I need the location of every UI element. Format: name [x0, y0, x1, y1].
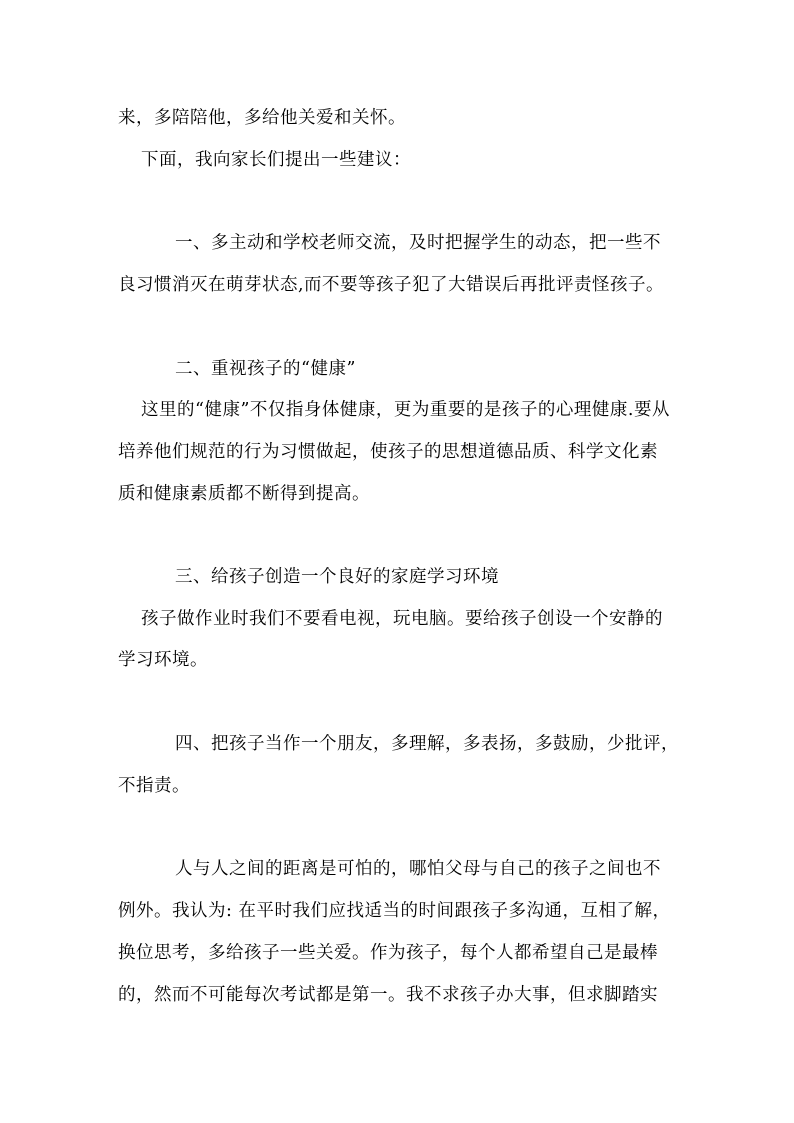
- section-heading: 四、把孩子当作一个朋友，多理解，多表扬，多鼓励，少批评，: [175, 734, 679, 754]
- paragraph-line: 学习环境。: [118, 650, 208, 670]
- section-heading: 二、重视孩子的“健康”: [175, 359, 356, 379]
- section-heading: 三、给孩子创造一个良好的家庭学习环境: [175, 567, 499, 587]
- paragraph-line: 下面，我向家长们提出一些建议：: [141, 150, 411, 170]
- paragraph-line: 的，然而不可能每次考试都是第一。我不求孩子办大事，但求脚踏实: [118, 985, 658, 1005]
- paragraph-line: 换位思考，多给孩子一些关爱。作为孩子，每个人都希望自己是最棒: [118, 943, 658, 963]
- paragraph-line: 不指责。: [118, 776, 190, 796]
- paragraph-line: 人与人之间的距离是可怕的，哪怕父母与自己的孩子之间也不: [175, 859, 661, 879]
- paragraph-line: 一、多主动和学校老师交流，及时把握学生的动态，把一些不: [175, 233, 661, 253]
- paragraph-line: 质和健康素质都不断得到提高。: [118, 484, 370, 504]
- paragraph-line: 培养他们规范的行为习惯做起，使孩子的思想道德品质、科学文化素: [118, 442, 658, 462]
- paragraph-line: 孩子做作业时我们不要看电视，玩电脑。要给孩子创设一个安静的: [141, 609, 663, 629]
- paragraph-line: 这里的“健康”不仅指身体健康，更为重要的是孩子的心理健康.要从: [141, 400, 670, 420]
- paragraph-line: 良习惯消灭在萌芽状态,而不要等孩子犯了大错误后再批评责怪孩子。: [118, 275, 665, 295]
- paragraph-line: 来，多陪陪他，多给他关爱和关怀。: [118, 108, 406, 128]
- paragraph-line: 例外。我认为: 在平时我们应找适当的时间跟孩子多沟通，互相了解，: [118, 901, 671, 921]
